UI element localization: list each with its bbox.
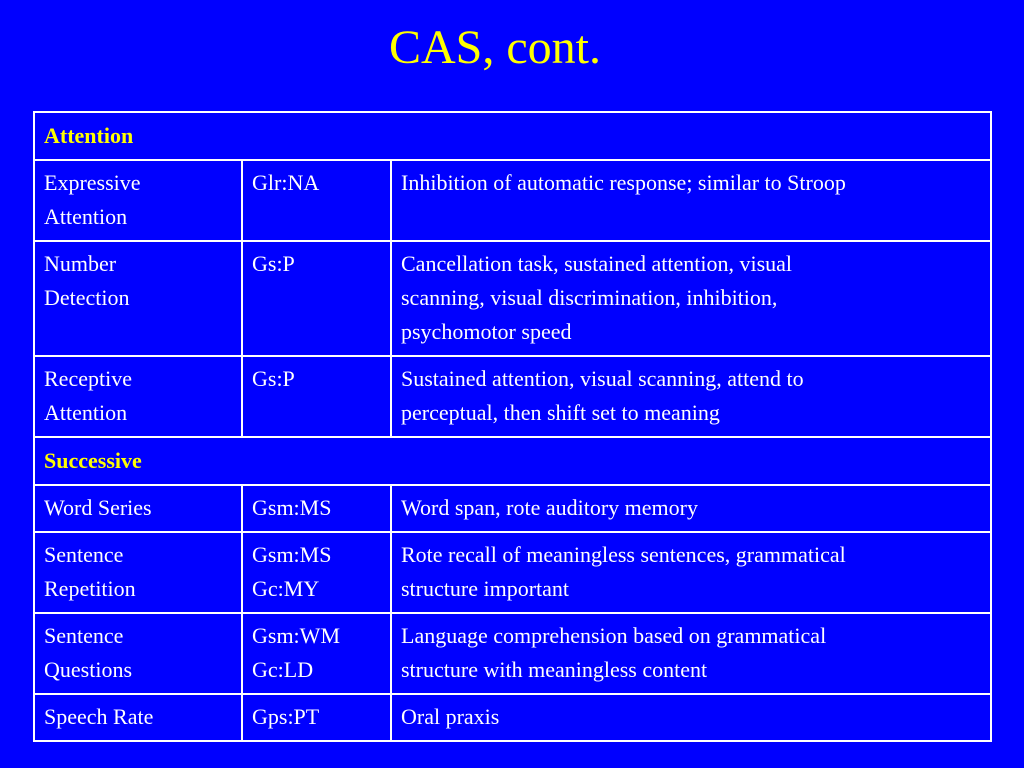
subtest-name-cell	[34, 532, 242, 613]
description-cell-text: scanning, visual discrimination, inhibition,	[401, 285, 778, 310]
ability-code-cell-text: Gsm:MS	[252, 495, 332, 520]
subtest-name-cell	[34, 356, 242, 437]
description-cell	[391, 532, 991, 613]
table-row	[34, 160, 991, 241]
table-row	[34, 613, 991, 694]
ability-code-cell	[242, 694, 391, 741]
ability-code-cell-text: Gs:P	[252, 251, 295, 276]
description-cell-text: psychomotor speed	[401, 319, 572, 344]
subtest-name-cell-text: Expressive	[44, 170, 141, 195]
section-header-row	[34, 437, 991, 485]
table-row	[34, 532, 991, 613]
subtest-name-cell	[34, 694, 242, 741]
ability-code-cell	[242, 485, 391, 532]
ability-code-cell	[242, 613, 391, 694]
section-heading: Attention	[34, 112, 991, 160]
section-heading: Successive	[34, 437, 991, 485]
subtest-name-cell-text: Attention	[44, 400, 128, 425]
subtest-name-cell-text: Questions	[44, 657, 132, 682]
description-cell-text: Language comprehension based on grammatical	[401, 623, 827, 648]
subtest-name-cell	[34, 160, 242, 241]
subtest-name-cell-text: Detection	[44, 285, 130, 310]
description-cell	[391, 160, 991, 241]
subtest-name-cell-text: Attention	[44, 204, 128, 229]
ability-code-cell-text: Gc:MY	[252, 576, 320, 601]
ability-code-cell-text: Gsm:MS	[252, 542, 332, 567]
ability-code-cell-text: Gs:P	[252, 366, 295, 391]
subtest-name-cell-text: Sentence	[44, 542, 124, 567]
ability-code-cell-text: Gps:PT	[252, 704, 320, 729]
ability-code-cell	[242, 241, 391, 356]
ability-code-cell-text: Gsm:WM	[252, 623, 340, 648]
subtest-name-cell	[34, 485, 242, 532]
subtest-name-cell-text: Repetition	[44, 576, 136, 601]
ability-code-cell	[242, 356, 391, 437]
description-cell-text: structure with meaningless content	[401, 657, 708, 682]
description-cell-text: Cancellation task, sustained attention, visual	[401, 251, 793, 276]
description-cell	[391, 356, 991, 437]
description-cell-text: Oral praxis	[401, 704, 500, 729]
table-row	[34, 356, 991, 437]
subtest-name-cell	[34, 241, 242, 356]
ability-code-cell-text: Gc:LD	[252, 657, 314, 682]
subtest-name-cell-text: Speech Rate	[44, 704, 154, 729]
cas-subtests-table	[33, 111, 992, 742]
table-row	[34, 485, 991, 532]
subtest-name-cell-text: Number	[44, 251, 117, 276]
ability-code-cell-text: Glr:NA	[252, 170, 320, 195]
description-cell	[391, 485, 991, 532]
ability-code-cell	[242, 160, 391, 241]
description-cell	[391, 241, 991, 356]
description-cell-text: structure important	[401, 576, 570, 601]
table-row	[34, 694, 991, 741]
ability-code-cell	[242, 532, 391, 613]
subtest-name-cell-text: Receptive	[44, 366, 132, 391]
subtest-name-cell-text: Word Series	[44, 495, 152, 520]
description-cell-text: perceptual, then shift set to meaning	[401, 400, 720, 425]
description-cell-text: Sustained attention, visual scanning, attend to	[401, 366, 804, 391]
subtest-name-cell	[34, 613, 242, 694]
description-cell	[391, 694, 991, 741]
description-cell-text: Rote recall of meaningless sentences, grammatical	[401, 542, 846, 567]
section-header-row	[34, 112, 991, 160]
description-cell-text: Word span, rote auditory memory	[401, 495, 698, 520]
description-cell	[391, 613, 991, 694]
table-body	[34, 112, 991, 741]
description-cell-text: Inhibition of automatic response; similar to Stroop	[401, 170, 846, 195]
subtest-name-cell-text: Sentence	[44, 623, 124, 648]
slide-title: CAS, cont.	[388, 21, 601, 74]
table-row	[34, 241, 991, 356]
